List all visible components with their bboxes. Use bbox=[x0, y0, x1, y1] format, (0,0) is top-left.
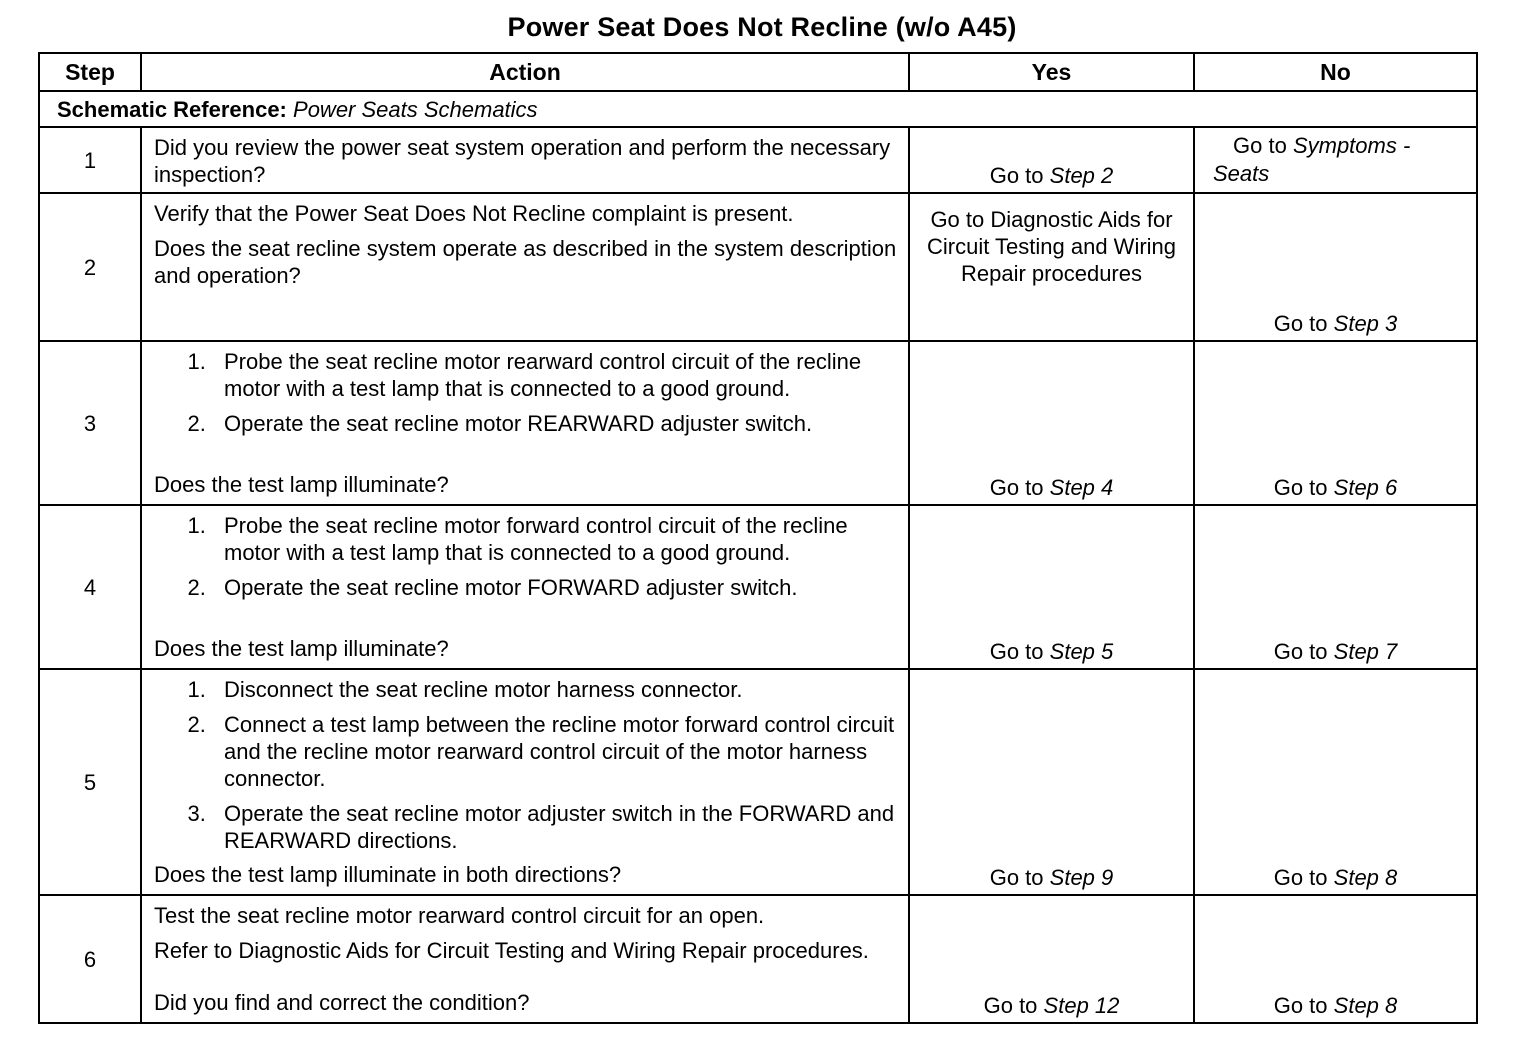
step-number: 2 bbox=[39, 193, 141, 341]
no-step-link[interactable]: Step 8 bbox=[1333, 865, 1398, 890]
no-prefix: Go to bbox=[1233, 133, 1287, 158]
action-list bbox=[154, 348, 898, 437]
step-number: 3 bbox=[39, 341, 141, 505]
action-text: Does the seat recline system operate as described in the system description and operation? bbox=[154, 236, 897, 288]
yes-diagnostic-aids-link[interactable]: Go to Diagnostic Aids for Circuit Testing and Wiring Repair procedures bbox=[926, 207, 1177, 286]
action-question: Does the test lamp illuminate in both directions? bbox=[154, 862, 622, 887]
yes-cell bbox=[909, 669, 1194, 895]
table-row bbox=[39, 341, 1477, 505]
header-step: Step bbox=[39, 53, 141, 91]
yes-prefix: Go to bbox=[989, 865, 1044, 890]
no-cell bbox=[1194, 193, 1477, 341]
no-cell bbox=[1194, 669, 1477, 895]
yes-step-link[interactable]: Step 2 bbox=[1049, 163, 1114, 188]
list-item: 1. Disconnect the seat recline motor harness connector. bbox=[212, 676, 898, 703]
no-seats-link[interactable]: Seats bbox=[1213, 161, 1270, 186]
table-row bbox=[39, 127, 1477, 193]
action-text: Test the seat recline motor rearward control circuit for an open. bbox=[154, 903, 765, 928]
step-action bbox=[141, 193, 909, 341]
yes-step-link[interactable]: Step 9 bbox=[1049, 865, 1114, 890]
yes-prefix: Go to bbox=[983, 993, 1038, 1018]
yes-cell bbox=[909, 505, 1194, 669]
action-question: Did you find and correct the condition? bbox=[154, 990, 530, 1015]
no-prefix: Go to bbox=[1273, 993, 1328, 1018]
step-action bbox=[141, 895, 909, 1023]
no-step-link[interactable]: Step 6 bbox=[1333, 475, 1398, 500]
list-item: 1. Probe the seat recline motor forward control circuit of the recline motor with a test lamp that is connected to a good ground. bbox=[212, 512, 898, 566]
no-prefix: Go to bbox=[1273, 639, 1328, 664]
no-prefix: Go to bbox=[1273, 311, 1328, 336]
page-title: Power Seat Does Not Recline (w/o A45) bbox=[507, 12, 1017, 42]
header-no: No bbox=[1194, 53, 1477, 91]
action-text: Refer to Diagnostic Aids for Circuit Testing and Wiring Repair procedures. bbox=[154, 938, 869, 963]
table-row bbox=[39, 505, 1477, 669]
step-number: 1 bbox=[39, 127, 141, 193]
yes-prefix: Go to bbox=[989, 475, 1044, 500]
diagnostic-table bbox=[38, 52, 1478, 1024]
action-text: Did you review the power seat system operation and perform the necessary inspection? bbox=[154, 135, 891, 187]
yes-cell bbox=[909, 193, 1194, 341]
step-number: 5 bbox=[39, 669, 141, 895]
no-cell bbox=[1194, 505, 1477, 669]
yes-prefix: Go to bbox=[989, 639, 1044, 664]
no-step-link[interactable]: Step 8 bbox=[1333, 993, 1398, 1018]
action-list bbox=[154, 512, 898, 601]
no-symptoms-link[interactable]: Symptoms - bbox=[1292, 133, 1411, 158]
step-number: 6 bbox=[39, 895, 141, 1023]
list-item: 2. Operate the seat recline motor REARWARD adjuster switch. bbox=[212, 410, 898, 437]
yes-step-link[interactable]: Step 5 bbox=[1049, 639, 1114, 664]
header-row bbox=[39, 53, 1477, 91]
yes-prefix: Go to bbox=[989, 163, 1044, 188]
list-item: 2. Operate the seat recline motor FORWARD adjuster switch. bbox=[212, 574, 898, 601]
yes-step-link[interactable]: Step 12 bbox=[1043, 993, 1120, 1018]
yes-cell bbox=[909, 127, 1194, 193]
action-question: Does the test lamp illuminate? bbox=[154, 472, 449, 497]
no-cell bbox=[1194, 127, 1477, 193]
action-list bbox=[154, 676, 898, 854]
step-action bbox=[141, 505, 909, 669]
table-row bbox=[39, 895, 1477, 1023]
header-action: Action bbox=[141, 53, 909, 91]
schematic-reference-label: Schematic Reference: bbox=[57, 96, 287, 122]
list-item: 3. Operate the seat recline motor adjuster switch in the FORWARD and REARWARD directions. bbox=[212, 800, 898, 854]
table-row bbox=[39, 193, 1477, 341]
step-action bbox=[141, 127, 909, 193]
no-prefix: Go to bbox=[1273, 475, 1328, 500]
yes-cell bbox=[909, 341, 1194, 505]
yes-step-link[interactable]: Step 4 bbox=[1049, 475, 1114, 500]
no-cell bbox=[1194, 341, 1477, 505]
no-step-link[interactable]: Step 3 bbox=[1333, 311, 1398, 336]
schematic-reference-row bbox=[39, 91, 1477, 127]
no-prefix: Go to bbox=[1273, 865, 1328, 890]
yes-cell bbox=[909, 895, 1194, 1023]
action-text: Verify that the Power Seat Does Not Recline complaint is present. bbox=[154, 201, 794, 226]
list-item: 2. Connect a test lamp between the recline motor forward control circuit and the recline motor rearward control circuit of the motor harness connector. bbox=[212, 711, 898, 792]
step-action bbox=[141, 669, 909, 895]
step-action bbox=[141, 341, 909, 505]
schematic-reference bbox=[39, 91, 1477, 127]
no-cell bbox=[1194, 895, 1477, 1023]
action-question: Does the test lamp illuminate? bbox=[154, 636, 449, 661]
no-step-link[interactable]: Step 7 bbox=[1333, 639, 1398, 664]
list-item: 1. Probe the seat recline motor rearward control circuit of the recline motor with a test lamp that is connected to a good ground. bbox=[212, 348, 898, 402]
schematic-reference-link[interactable]: Power Seats Schematics bbox=[293, 96, 538, 122]
table-row bbox=[39, 669, 1477, 895]
header-yes: Yes bbox=[909, 53, 1194, 91]
step-number: 4 bbox=[39, 505, 141, 669]
